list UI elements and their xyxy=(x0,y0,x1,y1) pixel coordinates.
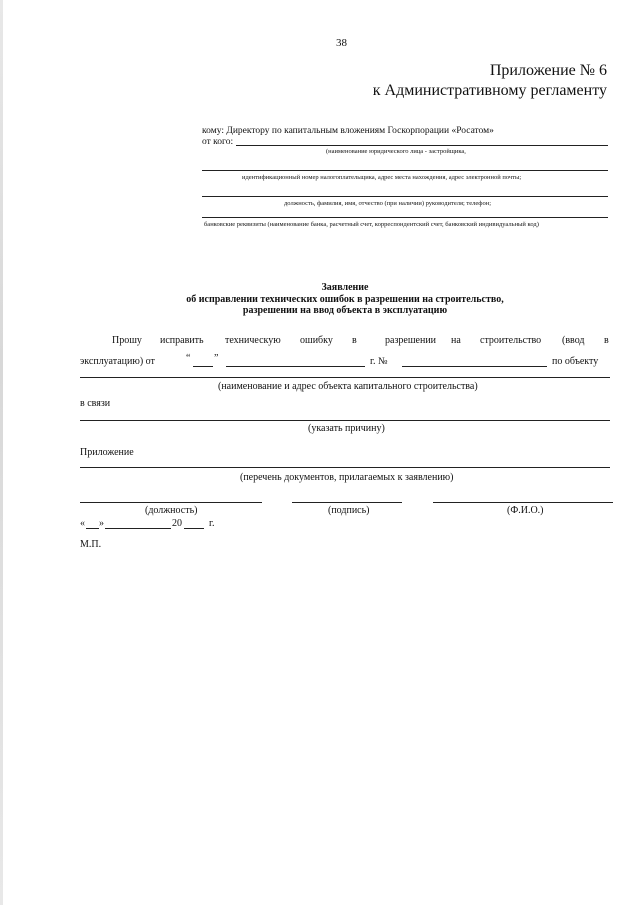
from-field-line[interactable] xyxy=(236,145,608,146)
object-caption: (наименование и адрес объекта капитального строительства) xyxy=(218,381,478,392)
caption-legal-entity: (наименование юридического лица - застройщика, xyxy=(326,148,466,155)
director-field-line[interactable] xyxy=(202,196,608,197)
body-word: Прошу xyxy=(112,335,142,346)
appendix-subtitle: к Административному регламенту xyxy=(372,82,607,99)
permit-number-label: г. № xyxy=(370,356,388,367)
body-line2-start: эксплуатацию) от xyxy=(80,356,155,367)
body-word: техническую xyxy=(225,335,281,346)
object-field-line[interactable] xyxy=(80,377,610,378)
reason-caption: (указать причину) xyxy=(308,423,385,434)
statement-subject-line2: разрешении на ввод объекта в эксплуатацию xyxy=(242,305,448,316)
attachment-label: Приложение xyxy=(80,447,134,458)
statement-title: Заявление xyxy=(321,282,369,293)
signature-caption: (подпись) xyxy=(328,505,370,516)
attachment-field-line[interactable] xyxy=(80,467,610,468)
date-close-bracket: » xyxy=(99,518,104,529)
date-open-bracket: « xyxy=(80,518,85,529)
body-word: на xyxy=(451,335,461,346)
position-field-line[interactable] xyxy=(80,502,262,503)
from-label: от кого: xyxy=(202,137,234,147)
caption-director-phone: должность, фамилия, имя, отчество (при наличии) руководителя; телефон; xyxy=(284,200,492,207)
scan-edge xyxy=(0,0,3,905)
body-word: ошибку xyxy=(300,335,333,346)
body-word: в xyxy=(352,335,357,346)
stamp-placeholder: М.П. xyxy=(80,539,102,550)
body-word: строительство xyxy=(480,335,542,346)
body-word: в xyxy=(604,335,609,346)
object-label: по объекту xyxy=(552,356,599,367)
body-word: разрешении xyxy=(385,335,437,346)
sign-date-year-field[interactable] xyxy=(184,528,204,529)
inn-field-line[interactable] xyxy=(202,170,608,171)
date-quote-open: “ xyxy=(186,353,191,364)
date-year-suffix: г. xyxy=(209,518,215,529)
date-year-prefix: 20 xyxy=(172,518,182,529)
date-day-field[interactable] xyxy=(193,366,213,367)
date-quote-close: ” xyxy=(214,353,219,364)
to-line: кому: Директору по капитальным вложениям Госкорпорации «Росатом» xyxy=(202,126,494,136)
bank-field-line[interactable] xyxy=(202,217,608,218)
full-name-field-line[interactable] xyxy=(433,502,613,503)
sign-date-month-field[interactable] xyxy=(105,528,171,529)
position-caption: (должность) xyxy=(145,505,198,516)
page-number: 38 xyxy=(336,37,347,49)
appendix-title: Приложение № 6 xyxy=(489,62,607,79)
body-word: (ввод xyxy=(562,335,585,346)
body-word: исправить xyxy=(160,335,204,346)
caption-bank-details: банковские реквизиты (наименование банка, расчетный счет, корреспондентский счет, банковский индивидуальный код) xyxy=(204,221,539,228)
signature-field-line[interactable] xyxy=(292,502,402,503)
reason-field-line[interactable] xyxy=(80,420,610,421)
sign-date-day-field[interactable] xyxy=(86,528,99,529)
reason-label: в связи xyxy=(80,398,111,409)
attachment-caption: (перечень документов, прилагаемых к заявлению) xyxy=(240,472,454,483)
date-month-year-field[interactable] xyxy=(226,366,365,367)
permit-number-field[interactable] xyxy=(402,366,547,367)
statement-subject-line1: об исправлении технических ошибок в разрешении на строительство, xyxy=(186,294,504,305)
full-name-caption: (Ф.И.О.) xyxy=(507,505,544,516)
caption-inn-address: идентификационный номер налогоплательщика, адрес места нахождения, адрес электронной почты; xyxy=(242,174,522,181)
